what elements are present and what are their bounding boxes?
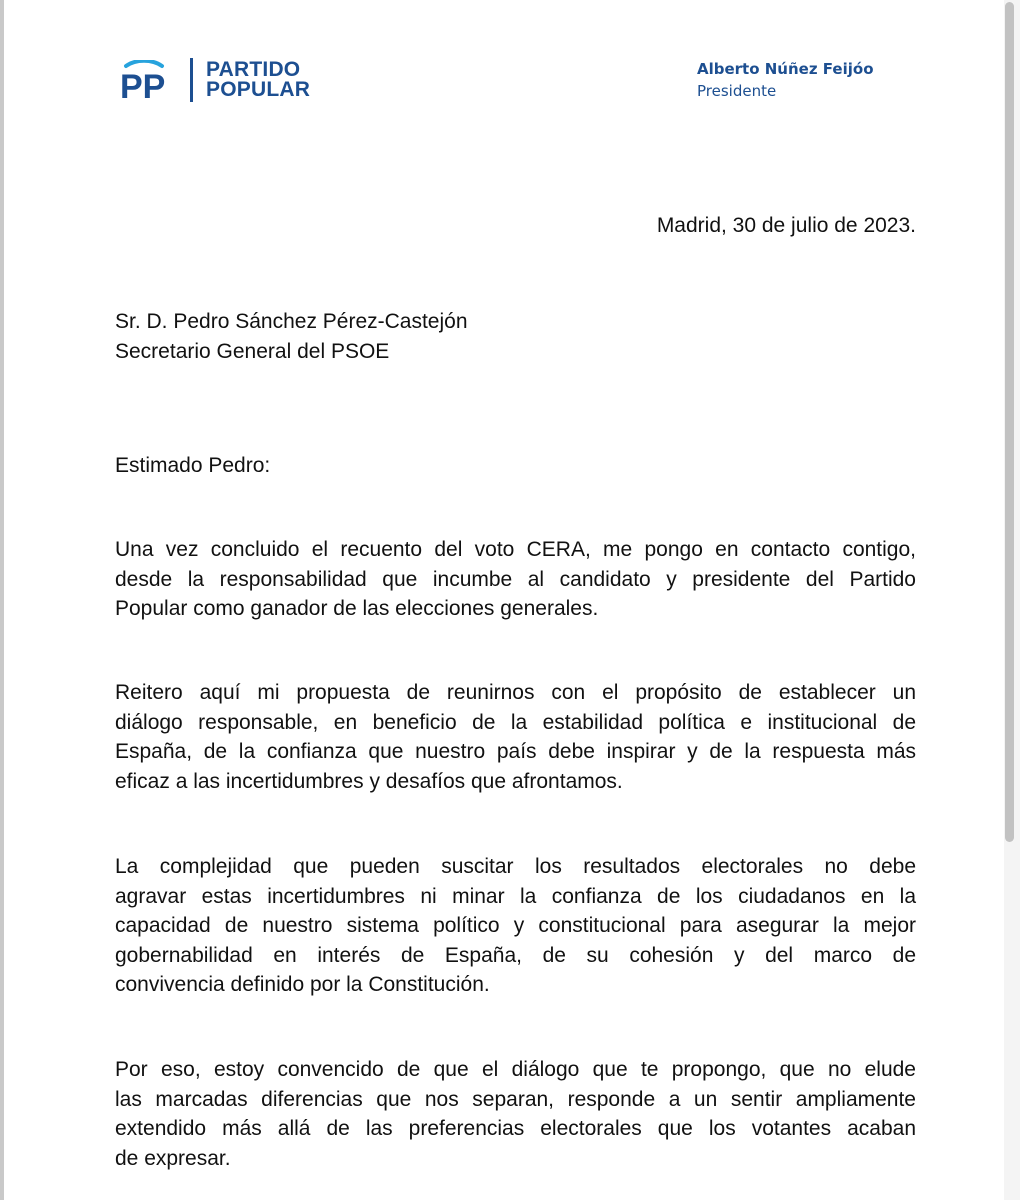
paragraph-line: desde la responsabilidad que incumbe al candidato y presidente del Partido [115, 567, 916, 591]
logo-mark: PP [120, 68, 166, 102]
partido-popular-logo [118, 58, 338, 104]
logo-line-partido: PARTIDO [206, 58, 301, 81]
sender-name: Alberto Núñez Feijóo [697, 60, 874, 78]
paragraph-line: eficaz a las incertidumbres y desafíos que afrontamos. [115, 769, 623, 793]
paragraph-line: La complejidad que pueden suscitar los resultados electorales no debe [115, 855, 916, 878]
logo-divider [190, 58, 193, 102]
recipient-name: Sr. D. Pedro Sánchez Pérez-Castejón [115, 310, 468, 333]
paragraph-line: las marcadas diferencias que nos separan, responde a un sentir ampliamente [115, 1087, 916, 1111]
paragraph-line: extendido más allá de las preferencias electorales que los votantes acaban [115, 1117, 916, 1140]
vertical-scrollbar[interactable] [1004, 0, 1020, 1200]
paragraph-line: diálogo responsable, en beneficio de la estabilidad política e institucional de [115, 710, 916, 734]
recipient-block [115, 307, 916, 366]
paragraph-1 [115, 535, 916, 624]
paragraph-line: capacidad de nuestro sistema político y constitucional para asegurar la mejor [115, 914, 916, 937]
page-edge [0, 0, 4, 1200]
paragraph-line: España, de la confianza que nuestro país debe inspirar y de la respuesta más [115, 740, 916, 763]
paragraph-line: Popular como ganador de las elecciones generales. [115, 597, 599, 620]
paragraph-line: agravar estas incertidumbres ni minar la confianza de los ciudadanos en la [115, 884, 916, 908]
paragraph-2 [115, 678, 916, 796]
paragraph-line: gobernabilidad en interés de España, de su cohesión y del marco de [115, 943, 916, 967]
paragraph-3 [115, 852, 916, 1000]
recipient-title: Secretario General del PSOE [115, 339, 390, 363]
paragraph-4 [115, 1055, 916, 1173]
letter-date: Madrid, 30 de julio de 2023. [656, 214, 916, 237]
logo-line-popular: POPULAR [206, 78, 311, 101]
paragraph-line: convivencia definido por la Constitución. [115, 973, 490, 996]
paragraph-line: Por eso, estoy convencido de que el diálogo que te propongo, que no elude [115, 1058, 916, 1081]
paragraph-line: de expresar. [115, 1146, 231, 1170]
sender-title: Presidente [697, 82, 777, 100]
paragraph-line: Una vez concluido el recuento del voto CERA, me pongo en contacto contigo, [115, 538, 916, 561]
paragraph-line: Reitero aquí mi propuesta de reunirnos con el propósito de establecer un [115, 681, 916, 704]
pp-logo-icon [118, 60, 182, 102]
scrollbar-thumb[interactable] [1005, 2, 1014, 842]
sender-block [697, 58, 874, 102]
logo-wordmark [206, 60, 310, 100]
salutation: Estimado Pedro: [115, 454, 271, 477]
